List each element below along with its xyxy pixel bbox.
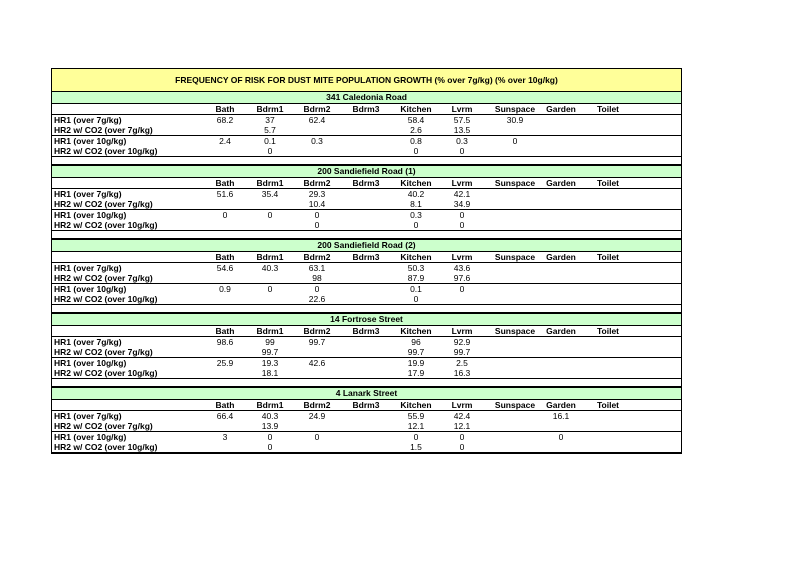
table-cell: 99.7 xyxy=(407,347,425,357)
column-header: Kitchen xyxy=(400,104,432,114)
table-row xyxy=(52,125,681,136)
table-cell: 42.4 xyxy=(453,411,471,421)
table-cell: 30.9 xyxy=(506,115,524,125)
row-label: HR1 (over 10g/kg) xyxy=(54,432,127,442)
column-header: Bdrm1 xyxy=(256,252,284,262)
column-header: Toilet xyxy=(596,252,620,262)
table-row xyxy=(52,220,681,231)
column-header: Garden xyxy=(546,326,576,336)
column-header: Bath xyxy=(215,178,235,188)
row-label: HR1 (over 10g/kg) xyxy=(54,358,127,368)
site-title: 200 Sandiefield Road (2) xyxy=(52,239,681,252)
table-row xyxy=(52,368,681,379)
table-row xyxy=(52,411,681,421)
table-cell: 25.9 xyxy=(216,358,234,368)
column-header-row xyxy=(52,400,681,411)
column-header: Kitchen xyxy=(400,178,432,188)
table-cell: 51.6 xyxy=(216,189,234,199)
table-cell: 12.1 xyxy=(453,421,471,431)
column-header: Toilet xyxy=(596,400,620,410)
table-cell: 0.9 xyxy=(219,284,231,294)
column-header: Bath xyxy=(215,326,235,336)
column-header: Toilet xyxy=(596,104,620,114)
column-header-row xyxy=(52,104,681,115)
site-title: 200 Sandiefield Road (1) xyxy=(52,165,681,178)
table-cell: 29.3 xyxy=(308,189,326,199)
column-header: Kitchen xyxy=(400,400,432,410)
row-label: HR2 w/ CO2 (over 7g/kg) xyxy=(54,125,153,135)
row-label: HR2 w/ CO2 (over 7g/kg) xyxy=(54,421,153,431)
table-row xyxy=(52,273,681,284)
column-header: Garden xyxy=(546,400,576,410)
row-label: HR1 (over 10g/kg) xyxy=(54,210,127,220)
column-header: Toilet xyxy=(596,326,620,336)
section-spacer xyxy=(52,305,681,313)
column-header-row xyxy=(52,252,681,263)
site-block xyxy=(52,92,681,165)
table-cell: 40.3 xyxy=(261,263,279,273)
table-cell: 98 xyxy=(312,273,322,283)
column-header: Bdrm3 xyxy=(352,178,380,188)
sites-container xyxy=(52,92,681,453)
row-label: HR2 w/ CO2 (over 10g/kg) xyxy=(54,368,158,378)
table-cell: 18.1 xyxy=(261,368,279,378)
table-cell: 8.1 xyxy=(410,199,422,209)
table-cell: 0 xyxy=(267,146,273,156)
table-cell: 40.3 xyxy=(261,411,279,421)
column-header: Bdrm1 xyxy=(256,400,284,410)
table-cell: 0 xyxy=(558,432,564,442)
row-label: HR2 w/ CO2 (over 7g/kg) xyxy=(54,347,153,357)
column-header: Kitchen xyxy=(400,326,432,336)
row-label: HR1 (over 10g/kg) xyxy=(54,136,127,146)
row-label: HR2 w/ CO2 (over 7g/kg) xyxy=(54,273,153,283)
table-cell: 0.1 xyxy=(410,284,422,294)
column-header: Sunspace xyxy=(494,326,536,336)
column-header: Toilet xyxy=(596,178,620,188)
table-cell: 3 xyxy=(222,432,228,442)
table-cell: 13.9 xyxy=(261,421,279,431)
table-cell: 5.7 xyxy=(264,125,276,135)
column-header: Lvrm xyxy=(451,104,473,114)
table-cell: 12.1 xyxy=(407,421,425,431)
table-row xyxy=(52,442,681,453)
column-header: Bdrm3 xyxy=(352,326,380,336)
table-cell: 54.6 xyxy=(216,263,234,273)
row-label: HR1 (over 7g/kg) xyxy=(54,263,122,273)
column-header: Bdrm2 xyxy=(303,252,331,262)
site-title: 341 Caledonia Road xyxy=(52,92,681,104)
table-row xyxy=(52,337,681,347)
column-header: Bdrm1 xyxy=(256,178,284,188)
table-row xyxy=(52,210,681,220)
table-cell: 13.5 xyxy=(453,125,471,135)
table-cell: 0 xyxy=(459,210,465,220)
table-cell: 24.9 xyxy=(308,411,326,421)
section-spacer xyxy=(52,231,681,239)
site-block xyxy=(52,387,681,453)
column-header: Bdrm2 xyxy=(303,326,331,336)
row-label: HR1 (over 7g/kg) xyxy=(54,337,122,347)
table-cell: 92.9 xyxy=(453,337,471,347)
table-cell: 55.9 xyxy=(407,411,425,421)
table-row xyxy=(52,294,681,305)
column-header: Garden xyxy=(546,104,576,114)
table-cell: 22.6 xyxy=(308,294,326,304)
row-label: HR1 (over 7g/kg) xyxy=(54,189,122,199)
table-cell: 10.4 xyxy=(308,199,326,209)
column-header: Sunspace xyxy=(494,104,536,114)
table-cell: 99.7 xyxy=(308,337,326,347)
table-cell: 0 xyxy=(314,284,320,294)
table-cell: 97.6 xyxy=(453,273,471,283)
table-cell: 37 xyxy=(265,115,275,125)
table-cell: 34.9 xyxy=(453,199,471,209)
table-cell: 42.1 xyxy=(453,189,471,199)
table-row xyxy=(52,199,681,210)
table-cell: 0 xyxy=(267,432,273,442)
table-cell: 0 xyxy=(267,284,273,294)
table-cell: 0 xyxy=(314,210,320,220)
column-header: Lvrm xyxy=(451,178,473,188)
row-label: HR1 (over 10g/kg) xyxy=(54,284,127,294)
site-block xyxy=(52,165,681,239)
column-header-row xyxy=(52,326,681,337)
column-header: Lvrm xyxy=(451,252,473,262)
table-cell: 0 xyxy=(222,210,228,220)
table-cell: 0 xyxy=(314,432,320,442)
table-cell: 1.5 xyxy=(410,442,422,452)
table-cell: 0.3 xyxy=(456,136,468,146)
site-block xyxy=(52,313,681,387)
table-cell: 0 xyxy=(413,146,419,156)
table-cell: 0 xyxy=(413,432,419,442)
table-row xyxy=(52,136,681,146)
site-title: 14 Fortrose Street xyxy=(52,313,681,326)
table-cell: 19.3 xyxy=(261,358,279,368)
dust-mite-risk-table xyxy=(51,68,682,454)
section-spacer xyxy=(52,379,681,387)
column-header: Bath xyxy=(215,400,235,410)
table-cell: 98.6 xyxy=(216,337,234,347)
table-row xyxy=(52,432,681,442)
table-cell: 16.1 xyxy=(552,411,570,421)
table-cell: 35.4 xyxy=(261,189,279,199)
table-cell: 0 xyxy=(459,220,465,230)
row-label: HR2 w/ CO2 (over 10g/kg) xyxy=(54,220,158,230)
column-header: Bdrm1 xyxy=(256,104,284,114)
table-cell: 99 xyxy=(265,337,275,347)
table-cell: 99.7 xyxy=(453,347,471,357)
table-row xyxy=(52,146,681,157)
table-cell: 99.7 xyxy=(261,347,279,357)
column-header: Bdrm1 xyxy=(256,326,284,336)
table-cell: 0 xyxy=(314,220,320,230)
table-cell: 0.3 xyxy=(311,136,323,146)
column-header: Bdrm3 xyxy=(352,104,380,114)
column-header: Bdrm2 xyxy=(303,400,331,410)
table-cell: 63.1 xyxy=(308,263,326,273)
table-title: FREQUENCY OF RISK FOR DUST MITE POPULATION GROWTH (% over 7g/kg) (% over 10g/kg) xyxy=(52,69,681,92)
table-cell: 0 xyxy=(459,432,465,442)
table-cell: 19.9 xyxy=(407,358,425,368)
table-cell: 42.6 xyxy=(308,358,326,368)
row-label: HR2 w/ CO2 (over 10g/kg) xyxy=(54,442,158,452)
column-header: Garden xyxy=(546,252,576,262)
table-cell: 17.9 xyxy=(407,368,425,378)
table-row xyxy=(52,358,681,368)
site-block xyxy=(52,239,681,313)
table-cell: 58.4 xyxy=(407,115,425,125)
row-label: HR1 (over 7g/kg) xyxy=(54,411,122,421)
table-cell: 0 xyxy=(459,284,465,294)
table-cell: 66.4 xyxy=(216,411,234,421)
column-header-row xyxy=(52,178,681,189)
row-label: HR2 w/ CO2 (over 10g/kg) xyxy=(54,146,158,156)
table-cell: 96 xyxy=(411,337,421,347)
row-label: HR2 w/ CO2 (over 7g/kg) xyxy=(54,199,153,209)
table-cell: 0 xyxy=(413,294,419,304)
table-cell: 0.1 xyxy=(264,136,276,146)
column-header: Bath xyxy=(215,104,235,114)
table-row xyxy=(52,263,681,273)
column-header: Bdrm3 xyxy=(352,252,380,262)
table-cell: 0.3 xyxy=(410,210,422,220)
table-cell: 87.9 xyxy=(407,273,425,283)
table-cell: 0 xyxy=(267,442,273,452)
column-header: Sunspace xyxy=(494,178,536,188)
row-label: HR1 (over 7g/kg) xyxy=(54,115,122,125)
site-title: 4 Lanark Street xyxy=(52,387,681,400)
table-cell: 50.3 xyxy=(407,263,425,273)
column-header: Lvrm xyxy=(451,400,473,410)
table-cell: 0 xyxy=(512,136,518,146)
column-header: Bdrm3 xyxy=(352,400,380,410)
table-cell: 0.8 xyxy=(410,136,422,146)
table-row xyxy=(52,421,681,432)
table-cell: 0 xyxy=(459,146,465,156)
table-cell: 0 xyxy=(267,210,273,220)
section-spacer xyxy=(52,157,681,165)
table-cell: 43.6 xyxy=(453,263,471,273)
column-header: Lvrm xyxy=(451,326,473,336)
table-row xyxy=(52,347,681,358)
row-label: HR2 w/ CO2 (over 10g/kg) xyxy=(54,294,158,304)
table-cell: 2.6 xyxy=(410,125,422,135)
table-cell: 57.5 xyxy=(453,115,471,125)
table-cell: 2.4 xyxy=(219,136,231,146)
column-header: Garden xyxy=(546,178,576,188)
table-row xyxy=(52,284,681,294)
table-cell: 16.3 xyxy=(453,368,471,378)
column-header: Bath xyxy=(215,252,235,262)
table-row xyxy=(52,189,681,199)
table-cell: 0 xyxy=(413,220,419,230)
table-cell: 68.2 xyxy=(216,115,234,125)
column-header: Bdrm2 xyxy=(303,178,331,188)
table-cell: 40.2 xyxy=(407,189,425,199)
table-cell: 0 xyxy=(459,442,465,452)
column-header: Kitchen xyxy=(400,252,432,262)
column-header: Bdrm2 xyxy=(303,104,331,114)
column-header: Sunspace xyxy=(494,400,536,410)
table-row xyxy=(52,115,681,125)
column-header: Sunspace xyxy=(494,252,536,262)
table-cell: 2.5 xyxy=(456,358,468,368)
table-cell: 62.4 xyxy=(308,115,326,125)
